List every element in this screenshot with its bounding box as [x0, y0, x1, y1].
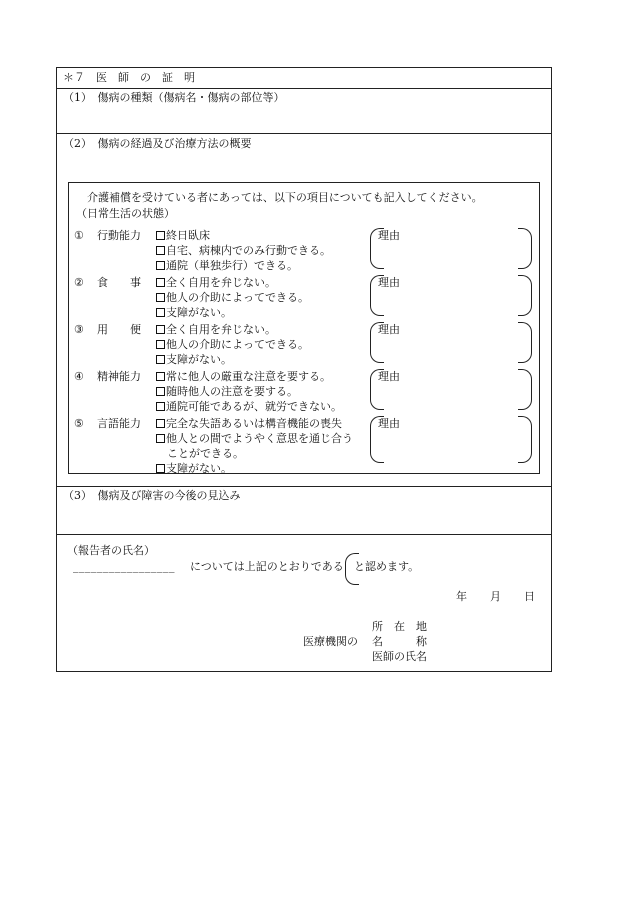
option-label: 通院可能であるが、就労できない。 [166, 400, 342, 413]
box-intro: 介護補償を受けている者にあっては、以下の項目についても記入してください。 [87, 191, 483, 204]
option-row[interactable] [156, 277, 276, 288]
checkbox[interactable] [156, 419, 165, 428]
reason-bracket-right [518, 275, 532, 316]
option-label: 常に他人の厳重な注意を要する。 [166, 370, 331, 383]
institution-address-label: 所 在 地 [372, 620, 427, 633]
option-row[interactable] [156, 324, 276, 335]
option-label: 支障がない。 [166, 353, 232, 366]
divider [56, 486, 552, 487]
checkbox[interactable] [156, 372, 165, 381]
item-number: ② [74, 276, 84, 289]
option-row[interactable] [156, 245, 331, 256]
option-label: 自宅、病棟内でのみ行動できる。 [166, 244, 331, 257]
item-number: ④ [74, 370, 84, 383]
item-label: 精神能力 [97, 370, 141, 383]
option-label: 他人との間でようやく意思を通じ合う [166, 432, 353, 445]
option-label: 完全な失語あるいは構音機能の喪失 [166, 417, 342, 430]
date-month: 月 [490, 590, 501, 603]
reason-field[interactable]: 理由 [378, 323, 400, 336]
option-row[interactable] [156, 292, 309, 303]
item-number: ⑤ [74, 417, 84, 430]
reporter-statement: については上記のとおりである [190, 560, 344, 573]
reporter-name-blank[interactable]: _________________ [73, 560, 175, 573]
option-row[interactable] [156, 401, 342, 412]
option-row[interactable] [156, 433, 353, 444]
section-3-title: （3） 傷病及び障害の今後の見込み [63, 489, 241, 502]
reason-field[interactable]: 理由 [378, 417, 400, 430]
option-label: 全く自用を弁じない。 [166, 276, 276, 289]
checkbox[interactable] [156, 355, 165, 364]
checkbox[interactable] [156, 387, 165, 396]
reason-field[interactable]: 理由 [378, 276, 400, 289]
option-label: 他人の介助によってできる。 [166, 291, 309, 304]
option-row[interactable] [156, 260, 298, 271]
box-subtitle: （日常生活の状態） [76, 207, 175, 220]
item-label: 行動能力 [97, 229, 141, 242]
option-label: 通院（単独歩行）できる。 [166, 259, 298, 272]
institution-name-label: 名 称 [372, 635, 427, 648]
reason-bracket-right [518, 416, 532, 463]
checkbox[interactable] [156, 293, 165, 302]
reporter-label: （報告者の氏名） [67, 544, 155, 557]
reason-field[interactable]: 理由 [378, 370, 400, 383]
option-row[interactable] [156, 339, 309, 350]
divider [56, 88, 552, 89]
option-row[interactable] [156, 386, 298, 397]
checkbox[interactable] [156, 261, 165, 270]
item-label: 用 便 [97, 323, 141, 336]
option-row[interactable] [156, 463, 232, 474]
option-row[interactable] [156, 371, 331, 382]
reason-bracket-right [518, 322, 532, 363]
date-day: 日 [524, 590, 535, 603]
checkbox[interactable] [156, 434, 165, 443]
option-label: 随時他人の注意を要する。 [166, 385, 298, 398]
checkbox[interactable] [156, 340, 165, 349]
section-1-title: （1） 傷病の種類（傷病名・傷病の部位等） [63, 91, 285, 104]
option-row[interactable] [156, 354, 232, 365]
item-number: ① [74, 229, 84, 242]
option-row[interactable] [156, 418, 342, 429]
institution-label: 医療機関の [303, 635, 358, 648]
option-label: 支障がない。 [166, 462, 232, 475]
option-label-continued: ことができる。 [167, 447, 244, 460]
option-label: 支障がない。 [166, 306, 232, 319]
reporter-statement-end: と認めます。 [354, 560, 420, 573]
option-label: 終日臥床 [166, 229, 210, 242]
checkbox[interactable] [156, 278, 165, 287]
checkbox[interactable] [156, 464, 165, 473]
option-row[interactable] [156, 230, 210, 241]
doctor-name-label: 医師の氏名 [372, 650, 427, 663]
reason-bracket-right [518, 369, 532, 410]
item-label: 言語能力 [97, 417, 141, 430]
item-label: 食 事 [97, 276, 141, 289]
option-row[interactable] [156, 307, 232, 318]
checkbox[interactable] [156, 308, 165, 317]
checkbox[interactable] [156, 402, 165, 411]
option-label: 全く自用を弁じない。 [166, 323, 276, 336]
reason-bracket-right [518, 228, 532, 269]
checkbox[interactable] [156, 231, 165, 240]
checkbox[interactable] [156, 246, 165, 255]
section-header: ＊７ 医 師 の 証 明 [63, 71, 195, 84]
divider [56, 133, 552, 134]
checkbox[interactable] [156, 325, 165, 334]
reason-field[interactable]: 理由 [378, 229, 400, 242]
divider [56, 534, 552, 535]
date-year: 年 [456, 590, 467, 603]
item-number: ③ [74, 323, 84, 336]
option-label: 他人の介助によってできる。 [166, 338, 309, 351]
section-2-title: （2） 傷病の経過及び治療方法の概要 [63, 137, 252, 150]
